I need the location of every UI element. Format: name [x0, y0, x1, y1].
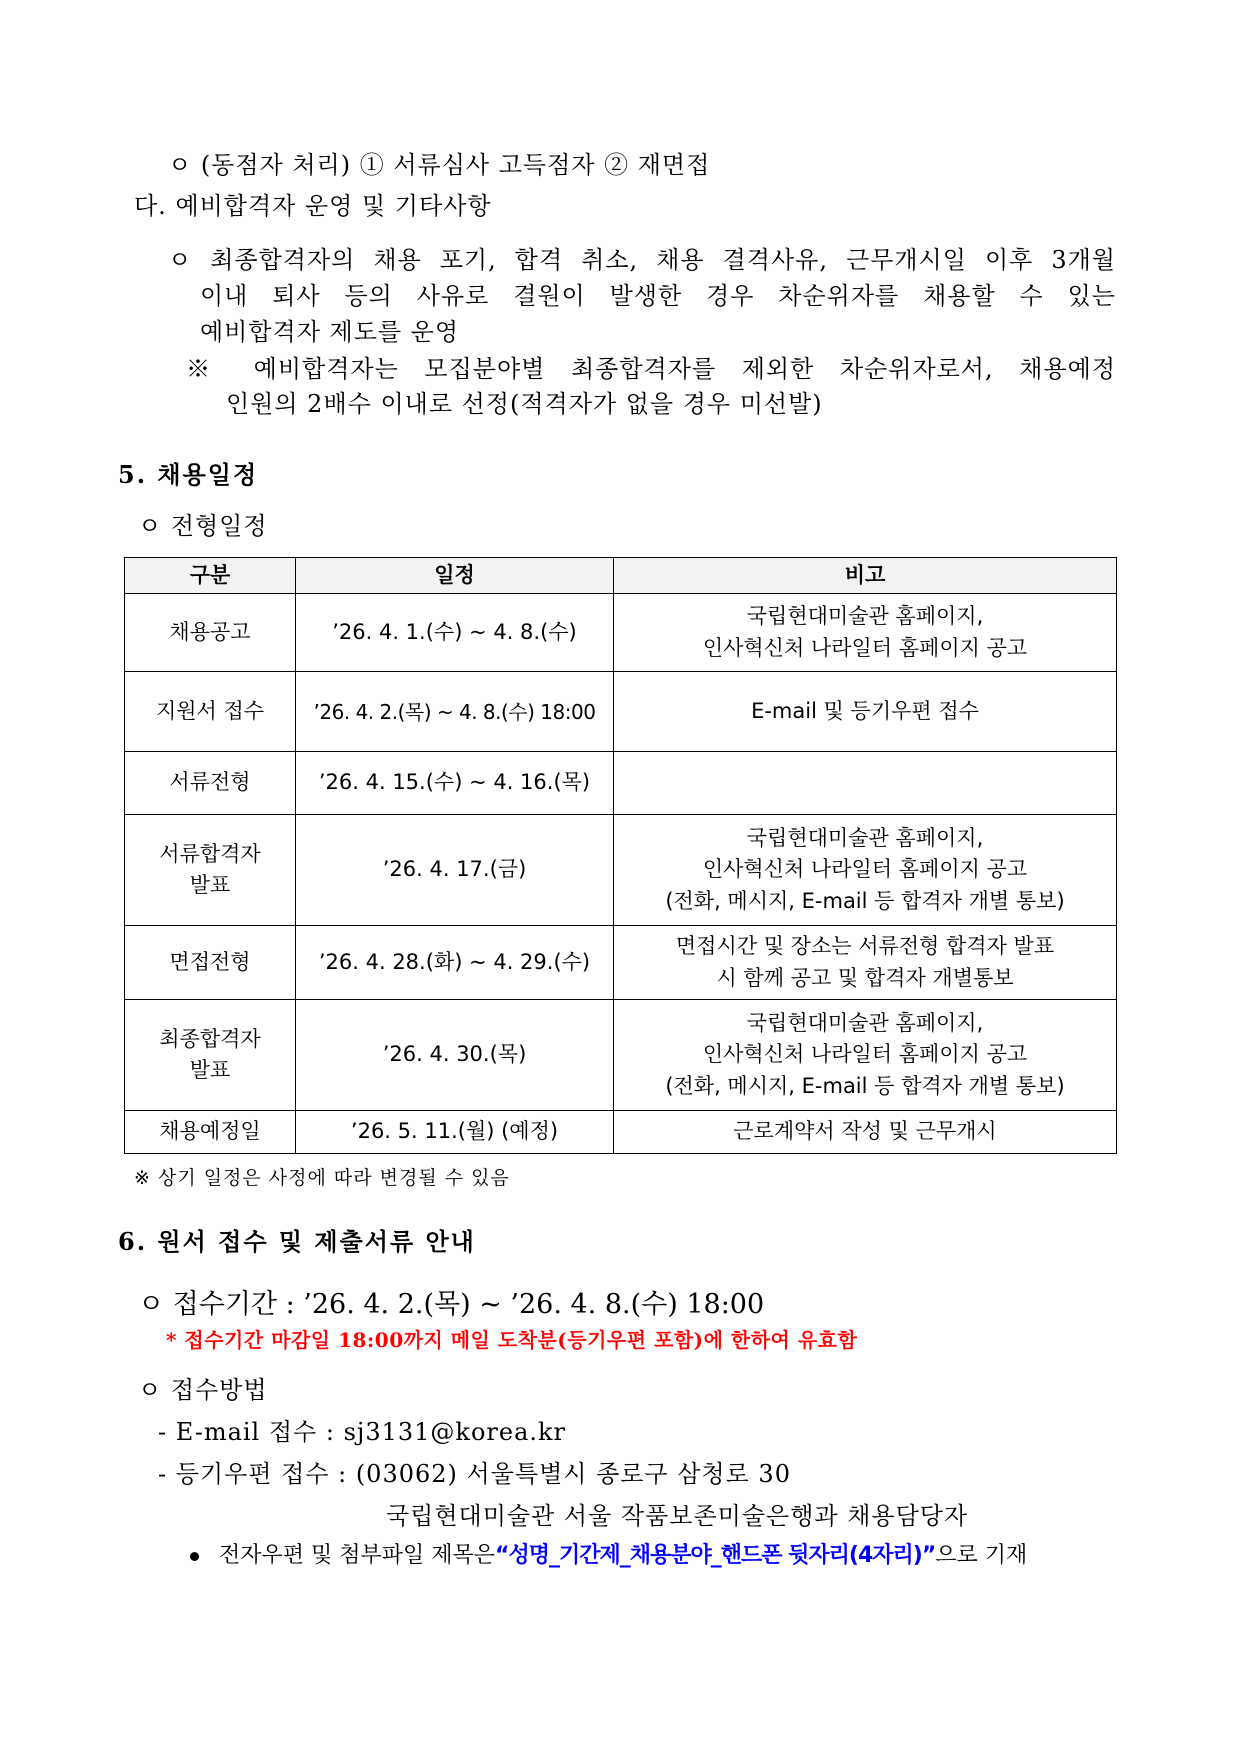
- row-category: 채용예정일: [125, 1111, 296, 1154]
- row-note: [614, 752, 1117, 815]
- reserve-note-line-1: ※ 예비합격자는 모집분야별 최종합격자를 제외한 차순위자로서, 채용예정: [186, 355, 1116, 383]
- table-row: [125, 815, 1117, 926]
- row-category: 지원서 접수: [125, 672, 296, 752]
- tiebreak-line: ㅇ (동점자 처리) ① 서류심사 고득점자 ② 재면접: [168, 151, 711, 179]
- table-row: [125, 1111, 1117, 1154]
- note-line: 인사혁신처 나라일터 홈페이지 공고: [702, 1042, 1028, 1067]
- note-line: 근로계약서 작성 및 근무개시: [733, 1119, 997, 1144]
- note-line: 인사혁신처 나라일터 홈페이지 공고: [702, 635, 1028, 660]
- row-schedule: ’26. 4. 28.(화) ~ 4. 29.(수): [296, 926, 614, 1000]
- email-method: - E-mail 접수 : sj3131@korea.kr: [158, 1418, 567, 1446]
- row-schedule: ’26. 5. 11.(월) (예정): [296, 1111, 614, 1154]
- header-category: 구분: [125, 558, 296, 594]
- table-header-row: [125, 558, 1117, 594]
- note-line: 국립현대미술관 홈페이지,: [746, 1010, 984, 1035]
- section-da-title: 다. 예비합격자 운영 및 기타사항: [134, 192, 492, 220]
- row-note: [614, 1000, 1117, 1111]
- subject-prefix: 전자우편 및 첨부파일 제목은: [219, 1543, 496, 1568]
- mail-recipient: 국립현대미술관 서울 작품보존미술은행과 채용담당자: [386, 1502, 969, 1530]
- row-note: [614, 594, 1117, 672]
- table-row: [125, 752, 1117, 815]
- subject-format: “성명_기간제_채용분야_핸드폰 뒷자리(4자리)”: [495, 1543, 936, 1568]
- mail-method: - 등기우편 접수 : (03062) 서울특별시 종로구 삼청로 30: [158, 1460, 791, 1488]
- row-note: [614, 1111, 1117, 1154]
- period-warning: * 접수기간 마감일 18:00까지 메일 도착분(등기우편 포함)에 한하여 유효함: [166, 1328, 858, 1352]
- subject-format-line: [190, 1538, 1027, 1569]
- note-line: 국립현대미술관 홈페이지,: [746, 825, 984, 850]
- reserve-note-line-2: 인원의 2배수 이내로 선정(적격자가 없을 경우 미선발): [226, 390, 823, 418]
- note-line: (전화, 메시지, E-mail 등 합격자 개별 통보): [665, 1073, 1065, 1098]
- reserve-bullet-line-3: 예비합격자 제도를 운영: [200, 318, 460, 346]
- section5-subtitle: ㅇ 전형일정: [138, 512, 268, 540]
- table-row: [125, 672, 1117, 752]
- row-category: [125, 1000, 296, 1111]
- table-row: [125, 594, 1117, 672]
- section6-title: 6. 원서 접수 및 제출서류 안내: [118, 1227, 476, 1256]
- category-text: 최종합격자 발표: [159, 1026, 261, 1082]
- note-line: 인사혁신처 나라일터 홈페이지 공고: [702, 857, 1028, 882]
- row-schedule: ’26. 4. 2.(목) ~ 4. 8.(수) 18:00: [296, 672, 614, 752]
- row-category: 면접전형: [125, 926, 296, 1000]
- application-period: ㅇ 접수기간 : ’26. 4. 2.(목) ~ ’26. 4. 8.(수) 18:00: [138, 1289, 765, 1320]
- reserve-bullet-line-1: ㅇ 최종합격자의 채용 포기, 합격 취소, 채용 결격사유, 근무개시일 이후 3개월: [168, 246, 1116, 274]
- note-line: 국립현대미술관 홈페이지,: [746, 604, 984, 628]
- row-schedule: ’26. 4. 17.(금): [296, 815, 614, 926]
- row-note: [614, 926, 1117, 1000]
- method-title: ㅇ 접수방법: [138, 1376, 268, 1404]
- table-row: [125, 1000, 1117, 1111]
- note-line: 시 함께 공고 및 합격자 개별통보: [716, 965, 1014, 990]
- header-note: 비고: [614, 558, 1117, 594]
- category-text: 서류합격자 발표: [159, 841, 261, 897]
- header-schedule: 일정: [296, 558, 614, 594]
- reserve-bullet-line-2: 이내 퇴사 등의 사유로 결원이 발생한 경우 차순위자를 채용할 수 있는: [200, 282, 1116, 310]
- row-category: [125, 815, 296, 926]
- note-line: 면접시간 및 장소는 서류전형 합격자 발표: [675, 934, 1055, 958]
- bullet-dot-icon: [190, 1552, 199, 1561]
- row-category: 서류전형: [125, 752, 296, 815]
- row-category: 채용공고: [125, 594, 296, 672]
- note-line: (전화, 메시지, E-mail 등 합격자 개별 통보): [665, 888, 1065, 913]
- row-schedule: ’26. 4. 30.(목): [296, 1000, 614, 1111]
- row-note: [614, 815, 1117, 926]
- section5-title: 5. 채용일정: [118, 460, 259, 489]
- row-schedule: ’26. 4. 1.(수) ~ 4. 8.(수): [296, 594, 614, 672]
- table-row: [125, 926, 1117, 1000]
- row-note: [614, 672, 1117, 752]
- table-footnote: ※ 상기 일정은 사정에 따라 변경될 수 있음: [134, 1167, 510, 1189]
- subject-suffix: 으로 기재: [935, 1543, 1028, 1568]
- schedule-table: [124, 557, 1117, 1154]
- note-line: E-mail 및 등기우편 접수: [751, 698, 979, 723]
- row-schedule: ’26. 4. 15.(수) ~ 4. 16.(목): [296, 752, 614, 815]
